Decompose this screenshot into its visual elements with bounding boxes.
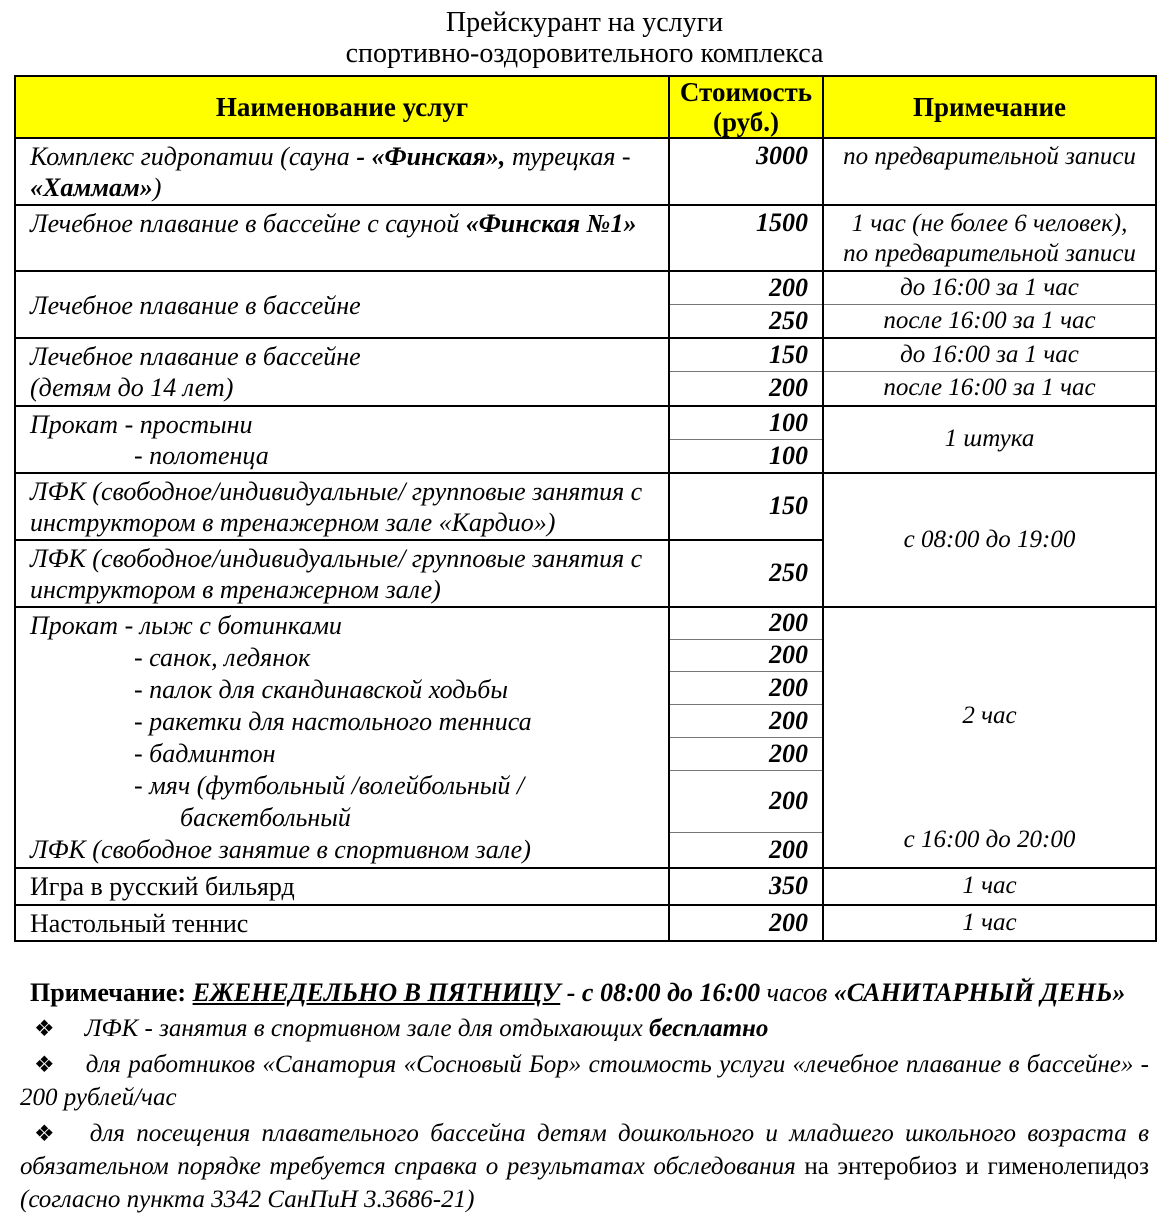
price-cell: 200: [669, 372, 823, 406]
header-service-name: Наименование услуг: [15, 76, 669, 138]
note-cell: 1 час: [823, 905, 1156, 941]
price-cell: 250: [669, 540, 823, 607]
note-cell: по предварительной записи: [823, 138, 1156, 205]
service-name-text: Комплекс гидропатии (сауна: [30, 142, 357, 171]
rental-item-label: ЛФК (свободное занятие в спортивном зале): [30, 834, 531, 864]
price-cell: 200: [669, 737, 823, 770]
price-cell: 200: [669, 905, 823, 941]
rental-item-label: баскетбольный: [180, 802, 351, 832]
service-name-cell: [15, 607, 669, 868]
header-price-line1: Стоимость: [679, 77, 813, 107]
price-cell: 100: [669, 439, 823, 473]
rental-item-label: - санок, ледянок: [134, 642, 311, 672]
rental-item-label: Прокат - лыж с ботинками: [30, 610, 342, 640]
service-name-bold: - «Финская»,: [356, 142, 506, 171]
footnote-header-sanitary-day: «САНИТАРНЫЙ ДЕНЬ»: [833, 977, 1126, 1007]
service-name-line: - полотенца: [134, 440, 269, 470]
service-row-hydropathy: [15, 138, 1156, 205]
service-name-cell: [15, 338, 669, 406]
note-cell: [823, 607, 1156, 868]
footnote-header: [30, 976, 1149, 1009]
footnote-text: для посещения плавательного бассейна детям дошкольного и младшего школьного возраста в обязательном порядке требуется справка о результатах обследования: [20, 1119, 1149, 1180]
price-cell: 200: [669, 607, 823, 640]
service-row-swim-pool: [15, 271, 1156, 305]
price-cell: 200: [669, 770, 823, 832]
service-name-cell: Лечебное плавание в бассейне: [15, 271, 669, 338]
footnote-text: ЛФК - занятия в спортивном зале для отдыхающих: [84, 1014, 650, 1042]
price-cell: 100: [669, 406, 823, 440]
note-line: по предварительной записи: [843, 240, 1136, 267]
rental-item-label: - палок для скандинавской ходьбы: [134, 674, 508, 704]
footnote-text-upright: на энтеробиоз и гименолепидоз: [804, 1152, 1149, 1180]
price-cell: 350: [669, 868, 823, 905]
rental-item-label: - мяч (футбольный /волейбольный /: [134, 770, 525, 800]
note-cell: после 16:00 за 1 час: [823, 305, 1156, 339]
diamond-bullet-icon: ❖: [34, 1015, 55, 1041]
service-name-cell: Игра в русский бильярд: [15, 868, 669, 905]
service-name-bold: «Финская №1»: [465, 209, 637, 238]
footnote-header-time: - с 08:00 до 16:00: [560, 977, 767, 1007]
service-row-swim-pool-kids: [15, 338, 1156, 372]
service-name-cell: [15, 138, 669, 205]
footnote-bullet-children: [20, 1117, 1149, 1216]
service-name-cell: ЛФК (свободное/индивидуальные/ групповые занятия с инструктором в тренажерном зале «Кардио»): [15, 473, 669, 540]
price-cell: 200: [669, 639, 823, 671]
note-cell: 1 штука: [823, 406, 1156, 473]
footnotes-section: [20, 976, 1149, 1216]
service-name-bold: «Хаммам»: [30, 173, 153, 202]
footnote-bullet-lfk: [20, 1012, 1149, 1045]
note-cell: с 08:00 до 19:00: [823, 473, 1156, 607]
rental-item-label: - бадминтон: [134, 738, 276, 768]
service-row-table-tennis: [15, 905, 1156, 941]
footnote-text: (согласно пункта 3342 СанПиН 3.3686-21): [20, 1185, 475, 1213]
service-name-text: ): [152, 173, 162, 202]
page-title: [0, 7, 1169, 69]
price-cell: 200: [669, 832, 823, 867]
service-row-linen-rental: [15, 406, 1156, 440]
note-cell: после 16:00 за 1 час: [823, 372, 1156, 406]
service-name-cell: Настольный теннис: [15, 905, 669, 941]
price-cell: 200: [669, 704, 823, 737]
service-row-lfk-cardio: [15, 473, 1156, 540]
footnote-header-underlined: ЕЖЕНЕДЕЛЬНО В ПЯТНИЦУ: [192, 977, 561, 1007]
footnote-header-label: Примечание:: [30, 977, 193, 1007]
price-cell: 250: [669, 305, 823, 339]
service-name-text: Лечебное плавание в бассейне с сауной: [30, 209, 466, 238]
price-cell: 200: [669, 271, 823, 305]
page-title-line1: Прейскурант на услуги: [445, 7, 724, 38]
service-name-cell: [15, 406, 669, 473]
service-row-swim-sauna: [15, 205, 1156, 271]
header-note: Примечание: [823, 76, 1156, 138]
footnote-text: для работников «Санатория «Сосновый Бор» стоимость услуги «лечебное плавание в бассейне» - 200 рублей/час: [20, 1050, 1149, 1111]
table-header-row: [15, 76, 1156, 138]
rental-item-label: - ракетки для настольного тенниса: [134, 706, 532, 736]
header-price: [669, 76, 823, 138]
note-line: с 16:00 до 20:00: [903, 825, 1076, 853]
service-name-line: (детям до 14 лет): [30, 373, 234, 402]
price-table: [14, 75, 1157, 942]
service-name-cell: ЛФК (свободное/индивидуальные/ групповые занятия с инструктором в тренажерном зале): [15, 540, 669, 607]
note-cell: до 16:00 за 1 час: [823, 338, 1156, 372]
note-cell: до 16:00 за 1 час: [823, 271, 1156, 305]
diamond-bullet-icon: ❖: [34, 1051, 56, 1077]
note-cell: 1 час: [823, 868, 1156, 905]
footnote-bullet-employees: [20, 1048, 1149, 1114]
service-name-cell: [15, 205, 669, 271]
service-row-rental-block: [15, 607, 1156, 640]
service-row-billiards: [15, 868, 1156, 905]
service-name-text: турецкая -: [505, 142, 631, 171]
page-title-line2: спортивно-оздоровительного комплекса: [345, 38, 824, 69]
rental-note-wrap: [824, 608, 1155, 858]
note-line: 2 час: [962, 702, 1017, 729]
price-cell: 1500: [669, 205, 823, 271]
price-list-page: [0, 7, 1169, 1213]
header-price-line2: (руб.): [712, 107, 780, 137]
price-cell: 3000: [669, 138, 823, 205]
diamond-bullet-icon: ❖: [34, 1120, 60, 1146]
price-cell: 200: [669, 671, 823, 704]
price-cell: 150: [669, 338, 823, 372]
footnote-header-plain: часов: [766, 977, 834, 1007]
footnote-text-bold: бесплатно: [649, 1014, 769, 1042]
price-cell: 150: [669, 473, 823, 540]
note-line: 1 час (не более 6 человек),: [851, 210, 1128, 237]
service-name-line: Лечебное плавание в бассейне: [30, 342, 361, 371]
service-name-line: Прокат - простыни: [30, 409, 253, 439]
note-cell: [823, 205, 1156, 271]
